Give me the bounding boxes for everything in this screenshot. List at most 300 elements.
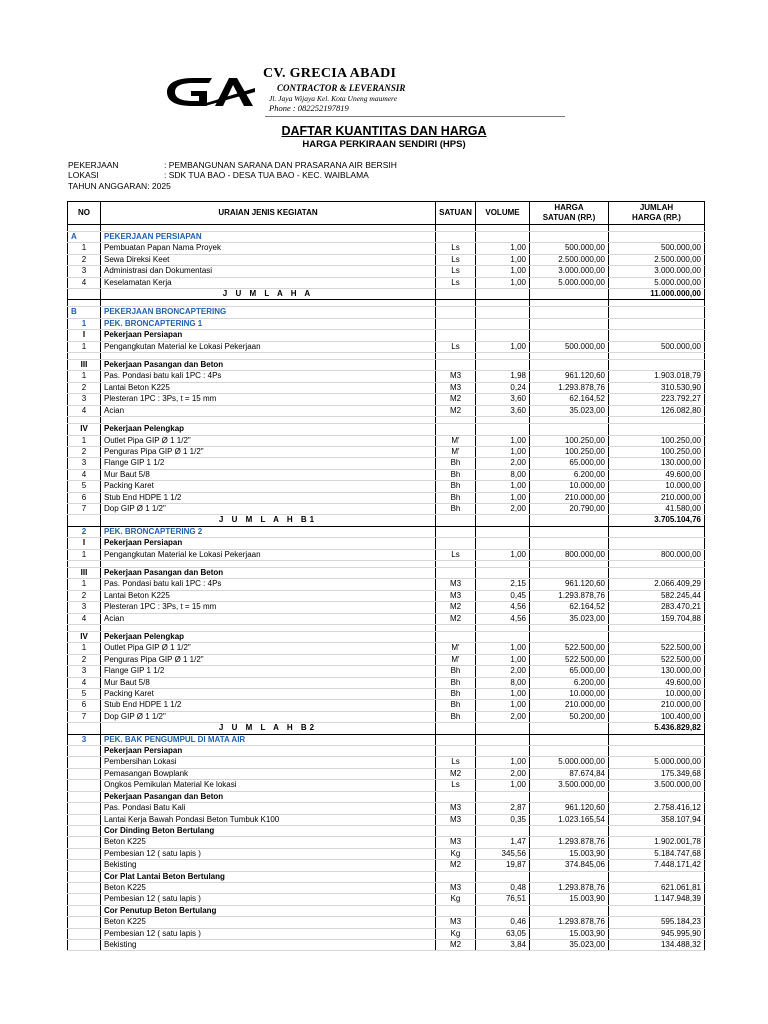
- cell-satuan: [436, 746, 476, 757]
- document-subtitle: HARGA PERKIRAAN SENDIRI (HPS): [302, 139, 466, 150]
- cell-uraian: PEK. BRONCAPTERING 1: [101, 318, 436, 329]
- cell-uraian: [101, 353, 436, 360]
- cell-no: [68, 723, 101, 734]
- cell-no: 1: [68, 318, 101, 329]
- cell-no: 1: [68, 435, 101, 446]
- table-row: [68, 243, 705, 254]
- header-no: NO: [68, 202, 101, 225]
- table-row: [68, 905, 705, 916]
- cell-volume: 1,00: [476, 277, 530, 288]
- header-harga-satuan-line1: HARGA: [554, 203, 584, 212]
- cell-no: [68, 515, 101, 526]
- table-row: [68, 232, 705, 243]
- cell-volume: 2,00: [476, 503, 530, 514]
- cell-harga-satuan: 522.500,00: [530, 654, 609, 665]
- table-row: [68, 814, 705, 825]
- cell-satuan: Bh: [436, 469, 476, 480]
- cell-jumlah-harga: [609, 360, 705, 371]
- table-row: [68, 871, 705, 882]
- cell-harga-satuan: [530, 515, 609, 526]
- cell-uraian: Flange GIP 1 1/2: [101, 666, 436, 677]
- cell-no: 3: [68, 394, 101, 405]
- cell-harga-satuan: 1.293.878,76: [530, 382, 609, 393]
- cell-jumlah-harga: [609, 353, 705, 360]
- cell-jumlah-harga: 100.250,00: [609, 446, 705, 457]
- cell-harga-satuan: 50.200,00: [530, 711, 609, 722]
- cell-harga-satuan: [530, 225, 609, 232]
- cell-satuan: [436, 289, 476, 300]
- cell-harga-satuan: [530, 791, 609, 802]
- table-row: [68, 734, 705, 745]
- cell-no: 4: [68, 277, 101, 288]
- table-row: [68, 632, 705, 643]
- cell-harga-satuan: 961.120,60: [530, 371, 609, 382]
- cell-satuan: [436, 330, 476, 341]
- cell-no: [68, 353, 101, 360]
- cell-jumlah-harga: 126.082,80: [609, 405, 705, 416]
- cell-jumlah-harga: 3.000.000,00: [609, 266, 705, 277]
- cell-no: 3: [68, 602, 101, 613]
- cell-uraian: Pembesian 12 ( satu lapis ): [101, 848, 436, 859]
- table-row: [68, 700, 705, 711]
- cell-satuan: Ls: [436, 277, 476, 288]
- table-row: [68, 917, 705, 928]
- cell-jumlah-harga: 522.500,00: [609, 643, 705, 654]
- cell-jumlah-harga: [609, 526, 705, 537]
- cell-harga-satuan: 1.023.165,54: [530, 814, 609, 825]
- cell-jumlah-harga: 100.400,00: [609, 711, 705, 722]
- cell-uraian: Outlet Pipa GIP Ø 1 1/2": [101, 435, 436, 446]
- cell-uraian: Pas. Pondasi Batu Kali: [101, 803, 436, 814]
- cell-jumlah-harga: 595.184,23: [609, 917, 705, 928]
- header-harga-satuan: [530, 202, 609, 225]
- spacer-row: [68, 625, 705, 632]
- table-row: [68, 538, 705, 549]
- table-row: [68, 318, 705, 329]
- cell-satuan: [436, 723, 476, 734]
- cell-jumlah-harga: 800.000,00: [609, 549, 705, 560]
- table-row: [68, 613, 705, 624]
- cell-uraian: Beton K225: [101, 917, 436, 928]
- cell-uraian: Pemasangan Bowplank: [101, 768, 436, 779]
- cell-jumlah-harga: [609, 625, 705, 632]
- cell-no: 4: [68, 613, 101, 624]
- cell-jumlah-harga: [609, 825, 705, 836]
- table-row: [68, 266, 705, 277]
- cell-satuan: M': [436, 643, 476, 654]
- cell-volume: 1,00: [476, 341, 530, 352]
- cell-no: 3: [68, 266, 101, 277]
- table-row: [68, 435, 705, 446]
- cell-satuan: [436, 307, 476, 318]
- cell-no: 3: [68, 458, 101, 469]
- company-name: CV. GRECIA ABADI: [263, 66, 397, 81]
- cell-no: 1: [68, 579, 101, 590]
- cell-volume: [476, 360, 530, 371]
- cell-no: 4: [68, 677, 101, 688]
- cell-jumlah-harga: 175.349,68: [609, 768, 705, 779]
- cell-jumlah-harga: 159.704,88: [609, 613, 705, 624]
- cell-harga-satuan: [530, 353, 609, 360]
- cell-volume: 2,00: [476, 666, 530, 677]
- cell-harga-satuan: [530, 825, 609, 836]
- cell-harga-satuan: 522.500,00: [530, 643, 609, 654]
- subtotal-row: [68, 515, 705, 526]
- cell-no: IV: [68, 424, 101, 435]
- header-jumlah-harga-line2: HARGA (RP.): [632, 213, 681, 222]
- cell-uraian: Pembuatan Papan Nama Proyek: [101, 243, 436, 254]
- cell-satuan: [436, 318, 476, 329]
- cell-volume: [476, 746, 530, 757]
- table-row: [68, 549, 705, 560]
- cell-jumlah-harga: 210.000,00: [609, 700, 705, 711]
- table-row: [68, 746, 705, 757]
- cell-no: IV: [68, 632, 101, 643]
- cell-satuan: M2: [436, 939, 476, 950]
- cell-uraian: Pekerjaan Pasangan dan Beton: [101, 791, 436, 802]
- cell-jumlah-harga: [609, 417, 705, 424]
- cell-jumlah-harga: 2.066.409,29: [609, 579, 705, 590]
- cell-no: I: [68, 330, 101, 341]
- cell-uraian: Beton K225: [101, 837, 436, 848]
- cell-uraian: PEKERJAAN BRONCAPTERING: [101, 307, 436, 318]
- cell-no: 2: [68, 590, 101, 601]
- table-row: [68, 711, 705, 722]
- cell-harga-satuan: [530, 300, 609, 307]
- cell-satuan: M3: [436, 837, 476, 848]
- cell-uraian: Pas. Pondasi batu kali 1PC : 4Ps: [101, 371, 436, 382]
- cell-uraian: Pembesian 12 ( satu lapis ): [101, 894, 436, 905]
- spacer-row: [68, 300, 705, 307]
- cell-no: [68, 837, 101, 848]
- cell-jumlah-harga: 49.600,00: [609, 677, 705, 688]
- cell-jumlah-harga: 2.758.416,12: [609, 803, 705, 814]
- cell-no: 1: [68, 371, 101, 382]
- cell-jumlah-harga: 1.902.001,78: [609, 837, 705, 848]
- cell-uraian: Pengangkutan Material ke Lokasi Pekerjaan: [101, 549, 436, 560]
- cell-no: [68, 814, 101, 825]
- cell-uraian: Bekisting: [101, 860, 436, 871]
- cell-jumlah-harga: 3.500.000,00: [609, 780, 705, 791]
- cell-uraian: [101, 225, 436, 232]
- table-row: [68, 602, 705, 613]
- cell-volume: 1,00: [476, 780, 530, 791]
- cell-volume: 2,00: [476, 711, 530, 722]
- cell-harga-satuan: 1.293.878,76: [530, 590, 609, 601]
- cell-harga-satuan: [530, 560, 609, 567]
- cell-volume: [476, 330, 530, 341]
- cell-volume: 4,56: [476, 613, 530, 624]
- cell-volume: [476, 560, 530, 567]
- cell-no: 4: [68, 405, 101, 416]
- cell-uraian: Dop GIP Ø 1 1/2": [101, 711, 436, 722]
- cell-volume: 63,05: [476, 928, 530, 939]
- cell-jumlah-harga: 10.000,00: [609, 689, 705, 700]
- cell-harga-satuan: 6.200,00: [530, 677, 609, 688]
- spacer-row: [68, 353, 705, 360]
- cell-uraian: Pekerjaan Pasangan dan Beton: [101, 360, 436, 371]
- cell-volume: 19,87: [476, 860, 530, 871]
- cell-jumlah-harga: 5.000.000,00: [609, 757, 705, 768]
- cell-uraian: Keselamatan Kerja: [101, 277, 436, 288]
- table-row: [68, 330, 705, 341]
- cell-harga-satuan: 2.500.000,00: [530, 254, 609, 265]
- cell-volume: 1,00: [476, 757, 530, 768]
- table-row: [68, 382, 705, 393]
- cell-volume: [476, 625, 530, 632]
- cell-jumlah-harga: 100.250,00: [609, 435, 705, 446]
- cell-satuan: [436, 734, 476, 745]
- cell-volume: 1,00: [476, 243, 530, 254]
- cell-harga-satuan: 15.003,90: [530, 928, 609, 939]
- cell-uraian: PEK. BRONCAPTERING 2: [101, 526, 436, 537]
- cell-jumlah-harga: 358.107,94: [609, 814, 705, 825]
- cell-satuan: [436, 791, 476, 802]
- cell-harga-satuan: 210.000,00: [530, 700, 609, 711]
- cell-volume: [476, 232, 530, 243]
- cell-uraian: J U M L A H A: [101, 289, 436, 300]
- cell-no: 2: [68, 446, 101, 457]
- cell-jumlah-harga: 5.184.747,68: [609, 848, 705, 859]
- cell-volume: 1,00: [476, 266, 530, 277]
- cell-harga-satuan: 5.000.000,00: [530, 757, 609, 768]
- cell-satuan: Ls: [436, 254, 476, 265]
- cell-uraian: Pengangkutan Material ke Lokasi Pekerjaan: [101, 341, 436, 352]
- cell-harga-satuan: [530, 417, 609, 424]
- cell-harga-satuan: [530, 424, 609, 435]
- cell-satuan: [436, 632, 476, 643]
- cell-no: [68, 928, 101, 939]
- cell-satuan: Bh: [436, 700, 476, 711]
- cell-volume: 1,00: [476, 254, 530, 265]
- cell-satuan: [436, 424, 476, 435]
- cell-volume: 2,00: [476, 458, 530, 469]
- cell-no: [68, 905, 101, 916]
- cell-satuan: [436, 300, 476, 307]
- cell-satuan: [436, 871, 476, 882]
- cell-uraian: Acian: [101, 613, 436, 624]
- cell-no: [68, 825, 101, 836]
- table-row: [68, 371, 705, 382]
- cell-uraian: Beton K225: [101, 882, 436, 893]
- cell-satuan: Bh: [436, 458, 476, 469]
- cell-jumlah-harga: 945.995,90: [609, 928, 705, 939]
- cell-uraian: Administrasi dan Dokumentasi: [101, 266, 436, 277]
- cell-harga-satuan: [530, 734, 609, 745]
- cell-satuan: Ls: [436, 266, 476, 277]
- cell-jumlah-harga: [609, 734, 705, 745]
- cell-satuan: [436, 560, 476, 567]
- cell-uraian: J U M L A H B2: [101, 723, 436, 734]
- subtotal-row: [68, 723, 705, 734]
- table-row: [68, 590, 705, 601]
- header-jumlah-harga: [609, 202, 705, 225]
- cell-jumlah-harga: [609, 300, 705, 307]
- cell-volume: 1,00: [476, 492, 530, 503]
- cell-no: 3: [68, 734, 101, 745]
- cell-harga-satuan: [530, 307, 609, 318]
- cell-satuan: [436, 225, 476, 232]
- cell-harga-satuan: [530, 360, 609, 371]
- table-row: [68, 277, 705, 288]
- cell-volume: 0,48: [476, 882, 530, 893]
- table-row: [68, 405, 705, 416]
- cell-volume: [476, 538, 530, 549]
- info-label: PEKERJAAN: [68, 160, 119, 170]
- cell-uraian: Penguras Pipa GIP Ø 1 1/2": [101, 654, 436, 665]
- cell-satuan: M3: [436, 579, 476, 590]
- table-row: [68, 882, 705, 893]
- project-info: [68, 160, 397, 191]
- cell-harga-satuan: 100.250,00: [530, 435, 609, 446]
- cell-uraian: Pembersihan Lokasi: [101, 757, 436, 768]
- company-tagline: CONTRACTOR & LEVERANSIR: [277, 83, 406, 93]
- cell-volume: 3,84: [476, 939, 530, 950]
- cell-uraian: [101, 417, 436, 424]
- cell-satuan: Bh: [436, 689, 476, 700]
- cell-no: 7: [68, 503, 101, 514]
- cell-jumlah-harga: 210.000,00: [609, 492, 705, 503]
- cell-uraian: PEK. BAK PENGUMPUL DI MATA AIR: [101, 734, 436, 745]
- cell-harga-satuan: [530, 538, 609, 549]
- cell-harga-satuan: [530, 526, 609, 537]
- cell-harga-satuan: 15.003,90: [530, 894, 609, 905]
- cell-no: 2: [68, 654, 101, 665]
- cell-satuan: M3: [436, 803, 476, 814]
- cell-volume: [476, 567, 530, 578]
- cell-satuan: Ls: [436, 780, 476, 791]
- table-row: [68, 492, 705, 503]
- spacer-row: [68, 417, 705, 424]
- company-logo: [163, 74, 258, 110]
- cell-jumlah-harga: 500.000,00: [609, 243, 705, 254]
- table-row: [68, 567, 705, 578]
- cell-no: [68, 780, 101, 791]
- cell-volume: 0,35: [476, 814, 530, 825]
- cell-no: [68, 300, 101, 307]
- table-row: [68, 837, 705, 848]
- cell-no: [68, 757, 101, 768]
- cell-jumlah-harga: 1.147.948,39: [609, 894, 705, 905]
- cell-uraian: Stub End HDPE 1 1/2: [101, 492, 436, 503]
- info-label: LOKASI: [68, 170, 99, 181]
- table-row: [68, 677, 705, 688]
- cell-jumlah-harga: [609, 905, 705, 916]
- cell-harga-satuan: 65.000,00: [530, 458, 609, 469]
- cell-jumlah-harga: [609, 746, 705, 757]
- table-row: [68, 579, 705, 590]
- cell-satuan: M': [436, 446, 476, 457]
- cell-no: [68, 894, 101, 905]
- cell-no: 5: [68, 481, 101, 492]
- cell-no: 2: [68, 526, 101, 537]
- cell-volume: 1,47: [476, 837, 530, 848]
- table-row: [68, 825, 705, 836]
- table-row: [68, 341, 705, 352]
- cell-satuan: Ls: [436, 243, 476, 254]
- cell-jumlah-harga: [609, 567, 705, 578]
- spacer-row: [68, 225, 705, 232]
- cell-uraian: Stub End HDPE 1 1/2: [101, 700, 436, 711]
- cell-volume: 3,60: [476, 394, 530, 405]
- cell-volume: 0,24: [476, 382, 530, 393]
- cell-uraian: Pembesian 12 ( satu lapis ): [101, 928, 436, 939]
- cell-no: A: [68, 232, 101, 243]
- cell-volume: [476, 734, 530, 745]
- cell-no: [68, 289, 101, 300]
- cell-uraian: Acian: [101, 405, 436, 416]
- cell-satuan: Bh: [436, 666, 476, 677]
- cell-uraian: Pekerjaan Persiapan: [101, 330, 436, 341]
- company-info: [263, 66, 405, 113]
- header-harga-satuan-line2: SATUAN (RP.): [542, 213, 596, 222]
- cell-jumlah-harga: 5.000.000,00: [609, 277, 705, 288]
- table-row: [68, 803, 705, 814]
- cell-satuan: Bh: [436, 481, 476, 492]
- cell-no: [68, 871, 101, 882]
- info-label: TAHUN ANGGARAN: [68, 180, 148, 191]
- cell-no: 6: [68, 492, 101, 503]
- cell-satuan: [436, 417, 476, 424]
- cell-satuan: Kg: [436, 928, 476, 939]
- cell-jumlah-harga: [609, 330, 705, 341]
- cell-harga-satuan: 210.000,00: [530, 492, 609, 503]
- cell-volume: 1,00: [476, 654, 530, 665]
- cell-no: III: [68, 567, 101, 578]
- cell-volume: 2,87: [476, 803, 530, 814]
- cell-satuan: Bh: [436, 492, 476, 503]
- cell-no: [68, 882, 101, 893]
- cell-harga-satuan: 35.023,00: [530, 939, 609, 950]
- cell-uraian: Bekisting: [101, 939, 436, 950]
- cell-satuan: M2: [436, 768, 476, 779]
- table-row: [68, 481, 705, 492]
- cell-satuan: [436, 353, 476, 360]
- cell-harga-satuan: [530, 723, 609, 734]
- table-row: [68, 446, 705, 457]
- cell-no: 2: [68, 254, 101, 265]
- table-body: [68, 225, 705, 951]
- table-row: [68, 643, 705, 654]
- cell-uraian: Packing Karet: [101, 481, 436, 492]
- cell-harga-satuan: [530, 318, 609, 329]
- info-row-pekerjaan: [68, 160, 397, 170]
- cell-no: [68, 560, 101, 567]
- cell-volume: 0,45: [476, 590, 530, 601]
- cell-satuan: M': [436, 654, 476, 665]
- cell-satuan: [436, 360, 476, 371]
- cell-volume: 1,00: [476, 549, 530, 560]
- cell-volume: 2,00: [476, 768, 530, 779]
- cell-jumlah-harga: [609, 424, 705, 435]
- cell-uraian: Lantai Beton K225: [101, 382, 436, 393]
- cell-volume: [476, 632, 530, 643]
- cell-satuan: Bh: [436, 677, 476, 688]
- table-row: [68, 469, 705, 480]
- cell-jumlah-harga: 582.245,44: [609, 590, 705, 601]
- cell-volume: 1,00: [476, 689, 530, 700]
- table-row: [68, 939, 705, 950]
- cell-satuan: M': [436, 435, 476, 446]
- table-row: [68, 768, 705, 779]
- cell-volume: 1,00: [476, 481, 530, 492]
- cell-no: 4: [68, 469, 101, 480]
- cell-uraian: J U M L A H B1: [101, 515, 436, 526]
- cell-jumlah-harga: 130.000,00: [609, 666, 705, 677]
- cell-no: 1: [68, 643, 101, 654]
- cell-harga-satuan: 35.023,00: [530, 613, 609, 624]
- cell-volume: [476, 225, 530, 232]
